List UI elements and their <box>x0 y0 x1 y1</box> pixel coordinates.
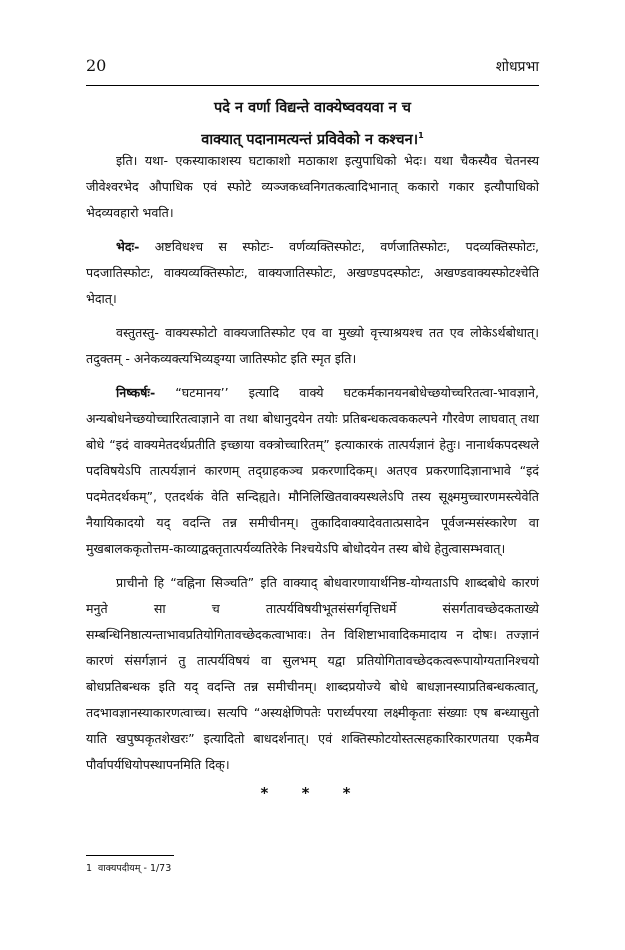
paragraph-2 <box>86 234 539 312</box>
footnote-reference-mark[interactable]: 1 <box>418 131 424 140</box>
page-number: 20 <box>86 56 107 75</box>
footnote-number: 1 <box>86 863 93 874</box>
paragraph-1: इति। यथा- एकस्याकाशस्य घटाकाशो मठाकाश इत्युपाधिको भेदः। यथा चैकस्यैव चेतनस्य जीवेश्वरभेद औपाधिक एवं स्फोटे व्यञ्जकध्वनिगतकत्वादिभानात् ककारो गकार इत्यौपाधिको भेदव्यवहारो भवति। <box>86 153 539 220</box>
footnote-rule <box>86 855 174 856</box>
header-rule <box>86 85 539 86</box>
section-separator: * * * <box>260 784 365 802</box>
body-text <box>86 148 539 786</box>
verse-line-2-text: वाक्यात् पदानामत्यन्तं प्रविवेको न कश्चन। <box>201 132 419 148</box>
term-nishkarsha: निष्कर्षः- <box>116 385 156 400</box>
paragraph-4 <box>86 380 539 562</box>
paragraph-3: वस्तुतस्तु- वाक्यस्फोटो वाक्यजातिस्फोट एव वा मुख्यो वृत्त्याश्रयश्च तत एव लोकेऽर्थबोधात्। तदुक्तम् - अनेकव्यक्त्यभिव्यङ्ग्या जातिस्फोट इति स्मृत इति। <box>86 325 539 366</box>
term-bheda: भेदः- <box>116 239 140 254</box>
paragraph-5: प्राचीनो हि “वह्निना सिञ्चति” इति वाक्याद् बोधवारणायार्थनिष्ठ-योग्यताऽपि शाब्दबोधे कारणं मनुते सा च तात्पर्यविषयीभूतसंसर्गवृत्तिधर्मे संसर्गतावच्छेदकताख्ये सम्बन्धिनिष्ठात्यन्ताभावप्रतियोगितावच्छेदकत्वाभावः। तेन विशिष्टाभावादिकमादाय न दोषः। तज्ज्ञानं कारणं संसर्गज्ञानं तु तात्पर्यविषयं वा सुलभम् यद्वा प्रतियोगितावच्छेदकत्वरूपायोग्यतानिश्चयो बोधप्रतिबन्धक इति यद् वदन्ति तन्न समीचीनम्। शाब्दप्रयोज्ये बोधे बाधज्ञानस्याप्रतिबन्धकत्वात्, तदभावज्ञानस्याकारणत्वाच्च। सत्यपि “अस्यक्षेणिपतेः परार्ध्यपरया लक्ष्मीकृताः संख्याः एष बन्ध्यासुतो याति खपुष्पकृतशेखरः” इत्यादितो बाधदर्शनात्। एवं शक्तिस्फोटयोस्तत्सहकारिकारणतया एकमैव पौर्वापर्यधियोपस्थापनमिति दिक्। <box>86 575 539 772</box>
footnote-text: वाक्यपदीयम् - 1/73 <box>98 863 172 874</box>
paragraph-4-text: “घटमानय’’ इत्यादि वाक्ये घटकर्मकानयनबोधेच्छयोच्चरितत्वा-भावज्ञाने, अन्यबोधनेच्छयोच्चारितत्वाज्ञाने वा तथा बोधानुदयेन तयोः प्रतिबन्धकत्वककल्पने गौरवेण लाघवात् तथा बोधे “इदं वाक्यमेतदर्थप्रतीति इच्छाया वक्त्रोच्चारितम्” इत्याकारकं तात्पर्यज्ञानं हेतुः। नानार्थकपदस्थले पदविषयेऽपि तात्पर्यज्ञानं कारणम् तद्ग्राहकञ्च प्रकरणादिकम्। अतएव प्रकरणादिज्ञानाभावे “इदं पदमेतदर्थकम्”, एतदर्थकं वेति सन्दिह्यते। मौनिलिखितवाक्यस्थलेऽपि तस्य सूक्ष्ममुच्चारणमस्त्येवेति नैयायिकादयो यद् वदन्ति तन्न समीचीनम्। तुकादिवाक्यादेवतात्प्रसादेन पूर्वजन्मसंस्कारेण वा मुखबालककृतोत्तम-काव्याद्वक्तृतात्पर्यव्यतिरेके निश्चयेऽपि बोधोदयेन तस्य बोधे हेतुत्वासम्भवात्। <box>86 385 539 556</box>
footnote <box>86 861 171 874</box>
journal-title: शोधप्रभा <box>495 59 539 75</box>
verse-line-1: पदे न वर्णा विद्यन्ते वाक्येष्ववयवा न च <box>214 100 411 116</box>
verse-heading <box>86 94 539 154</box>
paragraph-2-text: अष्टविधश्च स स्फोटः- वर्णव्यक्तिस्फोटः, वर्णजातिस्फोटः, पदव्यक्तिस्फोटः, पदजातिस्फोटः, वाक्यव्यक्तिस्फोटः, वाक्यजातिस्फोटः, अखण्डपदस्फोटः, अखण्डवाक्यस्फोटश्चेति भेदात्। <box>86 239 539 306</box>
running-header <box>86 56 539 78</box>
